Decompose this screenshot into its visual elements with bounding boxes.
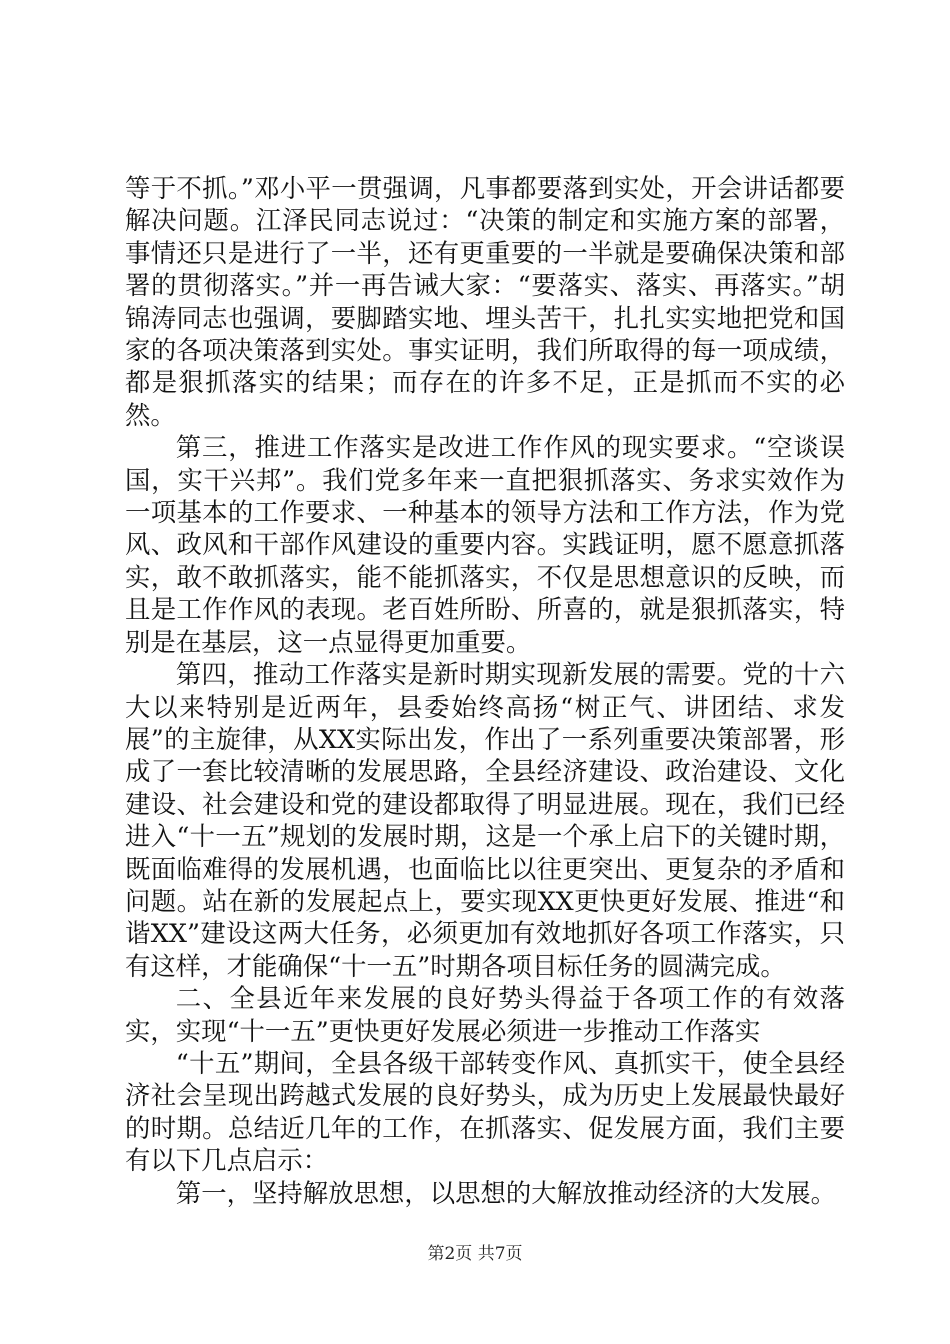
paragraph-fifteenth-plan: “十五”期间，全县各级干部转变作风、真抓实干，使全县经济社会呈现出跨越式发展的良好势头，成为历史上发展最快最好的时期。总结近几年的工作，在抓落实、促发展方面，我们主要有以下几点启示： (125, 1047, 845, 1176)
paragraph-fourth-point: 第四，推动工作落实是新时期实现新发展的需要。党的十六大以来特别是近两年，县委始终高扬“树正气、讲团结、求发展”的主旋律，从XX实际出发，作出了一系列重要决策部署，形成了一套比较清晰的发展思路，全县经济建设、政治建设、文化建设、社会建设和党的建设都取得了明显进展。现在，我们已经进入“十一五”规划的发展时期，这是一个承上启下的关键时期，既面临难得的发展机遇，也面临比以往更突出、更复杂的矛盾和问题。站在新的发展起点上，要实现XX更快更好发展、推进“和谐XX”建设这两大任务，必须更加有效地抓好各项工作落实，只有这样，才能确保“十一五”时期各项目标任务的圆满完成。 (125, 659, 845, 981)
section-heading-two: 二、全县近年来发展的良好势头得益于各项工作的有效落实，实现“十一五”更快更好发展必须进一步推动工作落实 (125, 983, 845, 1046)
page-number-footer: 第2页 共7页 (427, 1244, 523, 1264)
paragraph-continuation: 等于不抓。”邓小平一贯强调，凡事都要落到实处，开会讲话都要解决问题。江泽民同志说过：“决策的制定和实施方案的部署，事情还只是进行了一半，还有更重要的一半就是要确保决策和部署的贯彻落实。”并一再告诫大家：“要落实、落实、再落实。”胡锦涛同志也强调，要脚踏实地、埋头苦干，扎扎实实地把党和国家的各项决策落到实处。事实证明，我们所取得的每一项成绩，都是狠抓落实的结果；而存在的许多不足，正是抓而不实的必然。 (125, 173, 845, 430)
paragraph-first-lesson: 第一，坚持解放思想，以思想的大解放推动经济的大发展。 (175, 1177, 836, 1208)
document-body (125, 172, 845, 1209)
paragraph-third-point: 第三，推进工作落实是改进工作作风的现实要求。“空谈误国，实干兴邦”。我们党多年来一直把狠抓落实、务求实效作为一项基本的工作要求、一种基本的领导方法和工作方法，作为党风、政风和干部作风建设的重要内容。实践证明，愿不愿意抓落实，敢不敢抓落实，能不能抓落实，不仅是思想意识的反映，而且是工作作风的表现。老百姓所盼、所喜的，就是狠抓落实，特别是在基层，这一点显得更加重要。 (125, 432, 845, 657)
